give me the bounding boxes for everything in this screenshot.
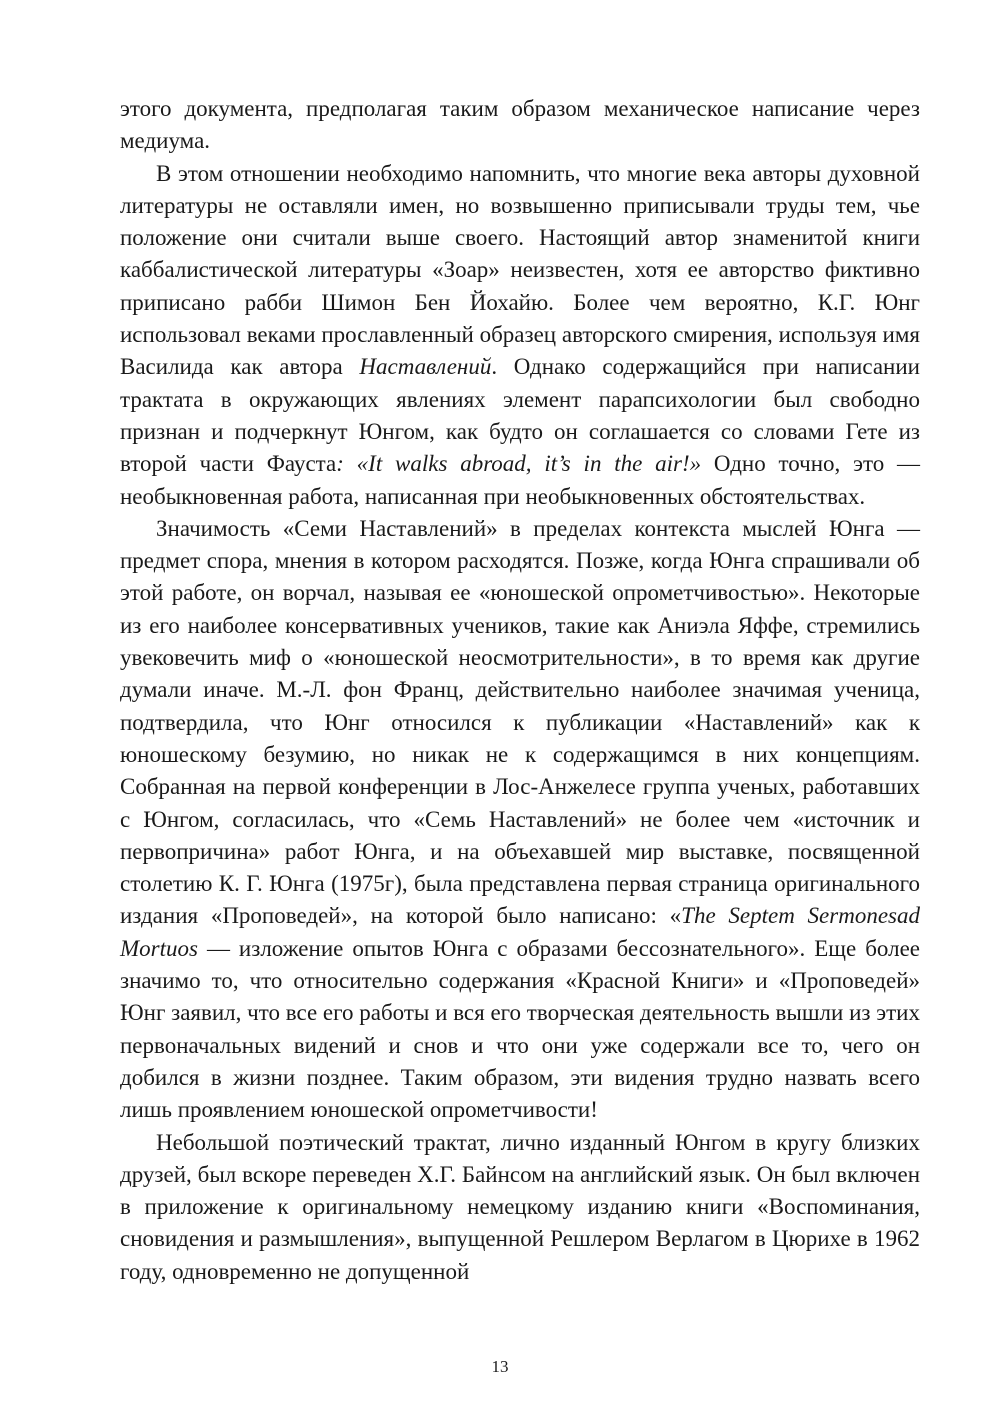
paragraph-translation (120, 1127, 920, 1288)
paragraph-continued (120, 93, 920, 158)
paragraph-significance (120, 513, 920, 1127)
text-segment: . Однако содержащийся при написании трактата в окружающих явлениях элемент парапсихологии был свободно признан и подчеркнут Юнгом, как будто он соглашается со словами Гете из второй части Фауста (120, 354, 920, 477)
text-segment: В этом отношении необходимо напомнить, что многие века авторы духовной литературы не оставляли имен, но возвышенно приписывали труды тем, чье положение они считали выше своего. Настоящий автор знаменитой книги каббалистической литературы «Зоар» неизвестен, хотя ее авторство фиктивно приписано рабби Шимон Бен Йохайю. Более чем вероятно, К.Г. Юнг использовал веками прославленный образец авторского смирения, используя имя Василида как автора (120, 160, 920, 380)
italic-segment: : «It walks abroad, it’s in the air!» (336, 451, 702, 477)
text-segment: Значимость «Семи Наставлений» в пределах контекста мыслей Юнга — предмет спора, мнения в котором расходятся. Позже, когда Юнга спрашивали об этой работе, он ворчал, называя ее «юношеской опрометчивостью». Некоторые из его наиболее консервативных учеников, такие как Аниэла Яффе, стремились увековечить миф о «юношеской неосмотрительности», в то время как другие думали иначе. М.-Л. фон Франц, действительно наиболее значимая ученица, подтвердила, что Юнг относился к публикации «Наставлений» как к юношескому безумию, но никак не к содержащимся в них концепциям. Собранная на первой конференции в Лос-Анжелесе группа ученых, работавших с Юнгом, согласилась, что «Семь Наставлений» не более чем «источник и первопричина» работ Юнга, и на объехавшей мир выставке, посвященной столетию К. Г. Юнга (1975г), была представлена первая страница оригинального издания «Проповедей», на которой было написано: « (120, 515, 920, 929)
text-segment: Небольшой поэтический трактат, лично изданный Юнгом в кругу близких друзей, был вскоре переведен Х.Г. Байнсом на английский язык. Он был включен в приложение к оригинальному немецкому изданию книги «Воспоминания, сновидения и размышления», выпущенной Решлером Верлагом в Цюрихе в 1962 году, одновременно не допущенной (120, 1129, 920, 1284)
paragraph-authorship (120, 158, 920, 513)
italic-segment: Наставлений (359, 354, 492, 380)
page-number: 13 (491, 1357, 509, 1376)
body-text (120, 93, 920, 1288)
text-segment: — изложение опытов Юнга с образами бессознательного». Еще более значимо то, что относительно содержания «Красной Книги» и «Проповедей» Юнг заявил, что все его работы и вся его творческая деятельность вышли из этих первоначальных видений и снов и что они уже содержали все то, чего он добился в жизни позднее. Таким образом, эти видения трудно назвать всего лишь проявлением юношеской опрометчивости! (120, 935, 920, 1123)
italic-segment: The Septem Sermonesad Mortuos (120, 903, 920, 961)
text-segment: Одно точно, это — необыкновенная работа, написанная при необыкновенных обстоятельствах. (120, 451, 920, 509)
text-segment: этого документа, предполагая таким образом механическое написание через медиума. (120, 96, 920, 154)
